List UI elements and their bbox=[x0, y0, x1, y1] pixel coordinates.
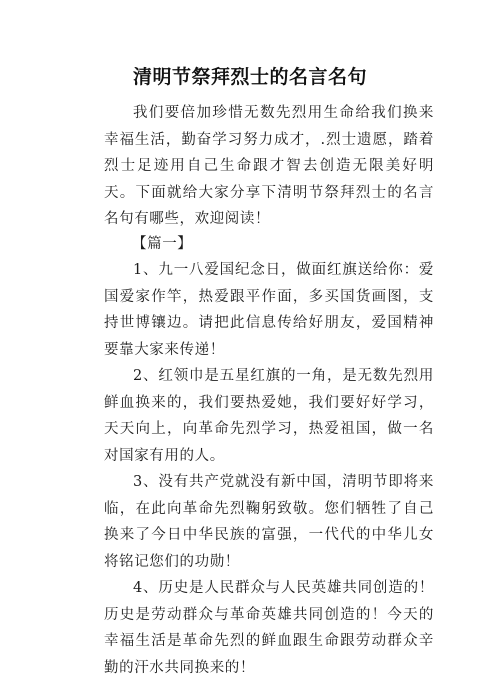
section-heading: 【篇一】 bbox=[132, 236, 193, 252]
intro-text: 我们要倍加珍惜无数先烈用生命给我们换来幸福生活，勤奋学习努力成才，.烈士遗愿，踏着烈士足迹用自己生命跟才智去创造无限美好明天。下面就给大家分享下清明节祭拜烈士的名言名句有哪些，欢迎阅读！ bbox=[104, 105, 434, 227]
quote-item: 1、九一八爱国纪念日，做面红旗送给你：爱国爱家作竿，热爱跟平作面，多买国货画图，支持世博镶边。请把此信息传给好朋友，爱国精神要靠大家来传递！ bbox=[104, 262, 434, 358]
quote-item: 2、红领巾是五星红旗的一角，是无数先烈用鲜血换来的，我们要热爱她，我们要好好学习，天天向上，向革命先烈学习，热爱祖国，做一名对国家有用的人。 bbox=[104, 368, 434, 464]
document-title: 清明节祭拜烈士的名言名句 bbox=[132, 66, 367, 88]
quote-item: 4、历史是人民群众与人民英雄共同创造的！历史是劳动群众与革命英雄共同创造的！今天的幸福生活是革命先烈的鲜血跟生命跟劳动群众辛勤的汗水共同换来的！ bbox=[104, 580, 434, 676]
quote-item: 3、没有共产党就没有新中国，清明节即将来临，在此向革命先烈鞠躬致敬。您们牺牲了自己换来了今日中华民族的富强，一代代的中华儿女将铭记您们的功勋！ bbox=[104, 474, 434, 570]
intro-paragraph bbox=[104, 100, 434, 233]
quote-list bbox=[104, 257, 434, 681]
